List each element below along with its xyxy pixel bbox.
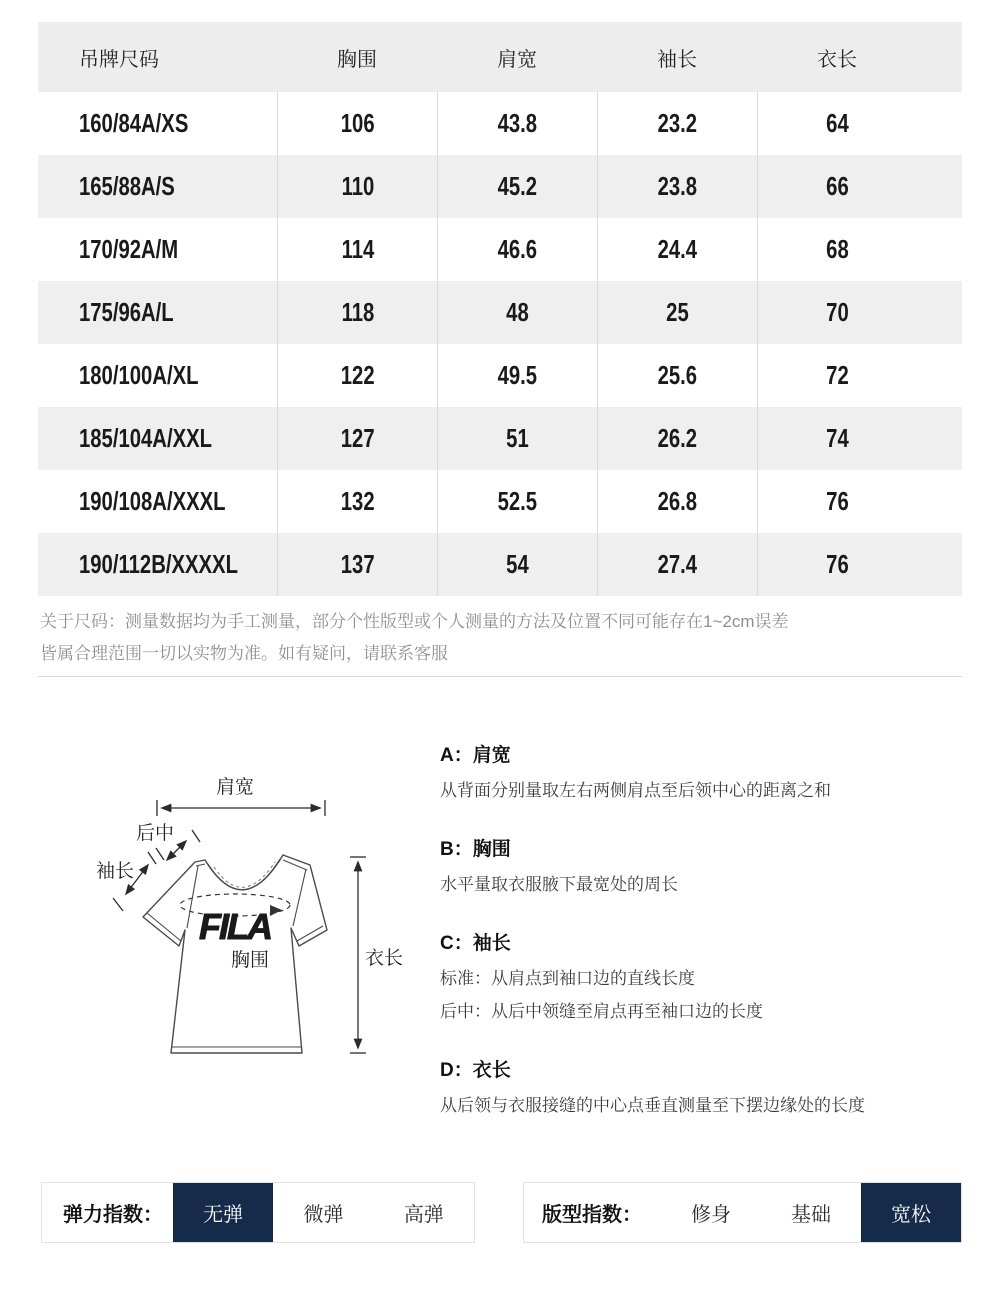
cell-shoulder: 46.6 (497, 234, 538, 264)
cell-sleeve: 27.4 (657, 549, 698, 579)
shoulder-width-arrow (157, 800, 325, 816)
cell-chest: 110 (341, 171, 374, 201)
fit-index-label: 版型指数： (542, 1204, 642, 1226)
cell-chest: 118 (341, 297, 374, 327)
cell-shoulder: 54 (506, 549, 529, 579)
size-note-line2: 皆属合理范围一切以实物为准。如有疑问，请联系客服 (40, 644, 448, 663)
elasticity-index-label: 弹力指数： (63, 1204, 163, 1226)
cell-length: 66 (826, 171, 849, 201)
fit-option-basic: 基础 (791, 1204, 831, 1226)
cell-sleeve: 25.6 (657, 360, 698, 390)
table-row (38, 407, 962, 470)
table-row (38, 470, 962, 533)
fit-option-slim: 修身 (691, 1204, 731, 1226)
cell-shoulder: 43.8 (497, 108, 538, 138)
table-row (38, 344, 962, 407)
cell-shoulder: 45.2 (497, 171, 538, 201)
elasticity-option-none: 无弹 (173, 1183, 273, 1242)
cell-sleeve: 24.4 (657, 234, 698, 264)
cell-size: 190/112B/XXXXL (79, 549, 238, 579)
shoulder-width-label: 肩宽 (215, 777, 255, 798)
sleeve-length-label: 袖长 (95, 861, 135, 882)
cell-size: 180/100A/XL (79, 360, 199, 390)
table-row (38, 281, 962, 344)
cell-chest: 114 (341, 234, 374, 264)
chest-label: 胸围 (230, 950, 270, 971)
guide-text: 后中：从后中领缝至肩点再至袖口边的长度 (440, 1002, 763, 1021)
cell-length: 76 (826, 486, 849, 516)
measure-guide (440, 740, 985, 1149)
cell-length: 76 (826, 549, 849, 579)
cell-chest: 106 (340, 108, 375, 138)
cell-length: 74 (826, 423, 849, 453)
back-center-label: 后中 (135, 823, 175, 844)
cell-length: 72 (826, 360, 849, 390)
cell-chest: 122 (340, 360, 375, 390)
cell-length: 70 (826, 297, 849, 327)
cell-chest: 137 (340, 549, 375, 579)
cell-size: 160/84A/XS (79, 108, 189, 138)
elasticity-option-slight: 微弹 (303, 1204, 344, 1226)
fit-option-loose: 宽松 (861, 1183, 961, 1242)
col-header-sleeve: 袖长 (657, 48, 697, 71)
guide-text: 从后领与衣服接缝的中心点垂直测量至下摆边缘处的长度 (440, 1096, 865, 1115)
guide-heading: C：袖长 (440, 933, 511, 954)
guide-section-chest (440, 834, 985, 901)
cell-length: 68 (826, 234, 849, 264)
col-header-size: 吊牌尺码 (79, 48, 159, 71)
cell-sleeve: 23.8 (657, 171, 698, 201)
guide-text: 水平量取衣服腋下最宽处的周长 (440, 875, 678, 894)
cell-size: 165/88A/S (79, 171, 175, 201)
guide-section-length (440, 1055, 985, 1122)
cell-sleeve: 25 (666, 297, 689, 327)
size-note-line1: 关于尺码：测量数据均为手工测量，部分个性版型或个人测量的方法及位置不同可能存在1~2cm误差 (40, 612, 789, 631)
cell-chest: 132 (340, 486, 375, 516)
cell-size: 190/108A/XXXL (79, 486, 226, 516)
cell-size: 185/104A/XXL (79, 423, 213, 453)
guide-text: 标准：从肩点到袖口边的直线长度 (440, 969, 695, 988)
garment-length-label: 衣长 (365, 948, 404, 969)
table-row (38, 92, 962, 155)
table-header-row (38, 22, 962, 92)
cell-sleeve: 26.8 (657, 486, 698, 516)
cell-sleeve: 23.2 (657, 108, 698, 138)
guide-heading: A：肩宽 (440, 745, 511, 766)
elasticity-option-high: 高弹 (403, 1204, 444, 1226)
cell-shoulder: 48 (506, 297, 529, 327)
guide-section-sleeve (440, 928, 985, 1028)
fit-index-box (523, 1182, 962, 1243)
table-row (38, 218, 962, 281)
col-header-chest: 胸围 (337, 48, 377, 71)
elasticity-index-box (41, 1182, 475, 1243)
cell-size: 170/92A/M (79, 234, 179, 264)
cell-chest: 127 (340, 423, 375, 453)
guide-heading: D：衣长 (440, 1060, 511, 1081)
guide-heading: B：胸围 (440, 839, 511, 860)
guide-text: 从背面分别量取左右两侧肩点至后领中心的距离之和 (440, 781, 831, 800)
cell-length: 64 (826, 108, 849, 138)
cell-size: 175/96A/L (79, 297, 174, 327)
cell-shoulder: 51 (506, 423, 529, 453)
cell-sleeve: 26.2 (657, 423, 698, 453)
size-table (38, 22, 962, 596)
fila-logo: FILA (199, 906, 271, 947)
cell-shoulder: 52.5 (497, 486, 538, 516)
table-row (38, 533, 962, 596)
garment-length-arrow (350, 857, 366, 1053)
guide-section-shoulder (440, 740, 985, 807)
size-note (40, 606, 940, 670)
cell-shoulder: 49.5 (497, 360, 538, 390)
tshirt-measure-diagram (75, 760, 435, 1080)
section-divider (38, 676, 962, 677)
table-row (38, 155, 962, 218)
col-header-shoulder: 肩宽 (497, 48, 537, 71)
col-header-length: 衣长 (817, 48, 857, 71)
